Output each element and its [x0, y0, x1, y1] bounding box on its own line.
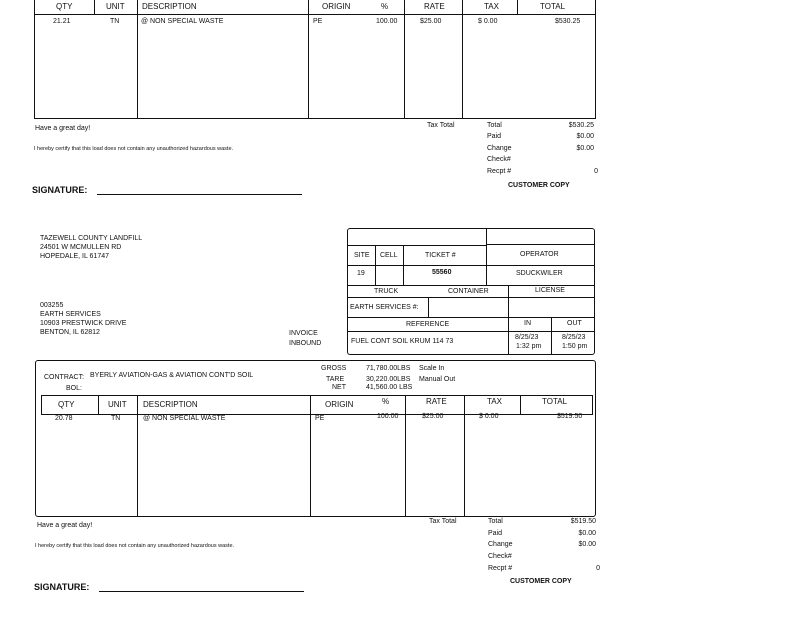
landfill-address-line1: 24501 W MCMULLEN RD: [40, 244, 122, 251]
col-pct: %: [381, 2, 389, 11]
summary-label: Paid: [487, 133, 502, 140]
greeting: Have a great day!: [35, 125, 91, 132]
summary-value: 0: [594, 168, 598, 175]
out-date: 8/25/23: [562, 334, 586, 341]
col-unit: UNIT: [106, 2, 125, 11]
summary-label: Recpt #: [487, 168, 512, 175]
row-unit: TN: [111, 415, 121, 422]
divider: [310, 395, 311, 517]
tare-label: TARE: [326, 376, 345, 383]
divider: [137, 0, 138, 119]
col-origin: ORIGIN: [322, 2, 351, 11]
out-time: 1:50 pm: [562, 343, 588, 350]
row-total: $530.25: [555, 18, 581, 25]
col-origin: ORIGIN: [325, 400, 354, 409]
row-rate: $25.00: [422, 413, 444, 420]
row-origin: PE: [313, 18, 323, 25]
divider: [94, 0, 95, 15]
signature-line: [97, 194, 302, 195]
divider: [347, 331, 508, 332]
divider: [520, 395, 521, 415]
summary-value: $519.50: [570, 518, 596, 525]
customer-name: EARTH SERVICES: [40, 311, 101, 318]
summary-value: $0.00: [578, 541, 596, 548]
in-label: IN: [524, 320, 531, 327]
col-description: DESCRIPTION: [142, 2, 197, 11]
col-tax: TAX: [484, 2, 499, 11]
divider: [405, 395, 406, 517]
row-tax: $ 0.00: [478, 18, 498, 25]
divider: [347, 285, 595, 286]
divider: [375, 245, 376, 285]
divider: [517, 0, 518, 15]
divider: [137, 395, 138, 517]
divider: [308, 0, 309, 119]
inbound-label: INBOUND: [289, 340, 322, 347]
row-pct: 100.00: [377, 413, 399, 420]
divider: [347, 297, 595, 298]
col-rate: RATE: [426, 397, 447, 406]
certification: I hereby certify that this load does not contain any unauthorized hazardous waste.: [34, 146, 234, 152]
gross-note: Scale In: [419, 365, 445, 372]
bol-label: BOL:: [66, 385, 82, 392]
landfill-address-line2: HOPEDALE, IL 61747: [40, 253, 110, 260]
customer-id: 003255: [40, 302, 64, 309]
col-description: DESCRIPTION: [143, 400, 198, 409]
row-description: @ NON SPECIAL WASTE: [143, 415, 226, 422]
license-label: LICENSE: [535, 287, 565, 294]
row-origin: PE: [315, 415, 325, 422]
divider: [486, 244, 595, 245]
divider: [486, 228, 487, 285]
summary-label: Total: [488, 518, 503, 525]
summary-label: Check#: [487, 156, 511, 163]
summary-label: Recpt #: [488, 565, 513, 572]
contract-label: CONTRACT:: [44, 374, 85, 381]
divider: [347, 245, 486, 246]
col-qty: QTY: [58, 400, 75, 409]
tax-total-label: Tax Total: [427, 122, 455, 129]
greeting: Have a great day!: [37, 522, 93, 529]
top-header-rule: [34, 14, 596, 15]
site-value: 19: [357, 270, 365, 277]
reference-value: FUEL CONT SOIL KRUM 114 73: [351, 338, 454, 345]
truck-label: TRUCK: [374, 288, 399, 295]
customer-address-line2: BENTON, IL 62812: [40, 329, 100, 336]
row-total: $519.50: [557, 413, 583, 420]
col-total: TOTAL: [542, 397, 568, 406]
site-label: SITE: [354, 252, 370, 259]
summary-label: Total: [487, 122, 502, 129]
summary-label: Change: [488, 541, 513, 548]
out-label: OUT: [567, 320, 582, 327]
divider: [551, 317, 552, 355]
gross-value: 71,780.00LBS: [366, 365, 411, 372]
row-unit: TN: [110, 18, 120, 25]
summary-label: Check#: [488, 553, 512, 560]
summary-value: 0: [596, 565, 600, 572]
tare-value: 30,220.00LBS: [366, 376, 411, 383]
net-value: 41,560.00 LBS: [366, 384, 413, 391]
divider: [464, 395, 465, 517]
signature-label: SIGNATURE:: [34, 582, 90, 592]
row-qty: 20.78: [55, 415, 73, 422]
truck-value: EARTH SERVICES #:: [350, 304, 419, 311]
operator-value: SDUCKWILER: [516, 270, 563, 277]
in-time: 1:32 pm: [516, 343, 542, 350]
col-unit: UNIT: [108, 400, 127, 409]
contract-value: BYERLY AVIATION-GAS & AVIATION CONT'D SOIL: [90, 372, 254, 379]
net-label: NET: [332, 384, 346, 391]
summary-label: Paid: [488, 530, 503, 537]
divider: [508, 285, 509, 355]
gross-label: GROSS: [321, 365, 347, 372]
signature-label: SIGNATURE:: [32, 185, 88, 195]
divider: [428, 297, 429, 317]
col-qty: QTY: [56, 2, 73, 11]
certification: I hereby certify that this load does not contain any unauthorized hazardous waste.: [35, 543, 235, 549]
summary-value: $0.00: [578, 530, 596, 537]
summary-value: $0.00: [576, 145, 594, 152]
row-description: @ NON SPECIAL WASTE: [141, 18, 224, 25]
divider: [403, 245, 404, 285]
summary-value: $0.00: [576, 133, 594, 140]
tax-total-label: Tax Total: [429, 518, 457, 525]
row-qty: 21.21: [53, 18, 71, 25]
invoice-label: INVOICE: [289, 330, 318, 337]
col-tax: TAX: [487, 397, 502, 406]
summary-value: $530.25: [568, 122, 594, 129]
container-label: CONTAINER: [448, 288, 489, 295]
divider: [347, 317, 595, 318]
customer-copy-label: CUSTOMER COPY: [510, 578, 572, 585]
landfill-name: TAZEWELL COUNTY LANDFILL: [40, 235, 143, 242]
divider: [98, 395, 99, 415]
row-rate: $25.00: [420, 18, 442, 25]
tare-note: Manual Out: [419, 376, 456, 383]
operator-label: OPERATOR: [520, 251, 559, 258]
customer-copy-label: CUSTOMER COPY: [508, 182, 570, 189]
divider: [347, 265, 595, 266]
col-total: TOTAL: [540, 2, 566, 11]
col-pct: %: [382, 397, 390, 406]
signature-line: [99, 591, 304, 592]
customer-address-line1: 10903 PRESTWICK DRIVE: [40, 320, 127, 327]
row-tax: $ 0.00: [479, 413, 499, 420]
row-pct: 100.00: [376, 18, 398, 25]
divider: [404, 0, 405, 119]
reference-label: REFERENCE: [406, 321, 450, 328]
divider: [462, 0, 463, 119]
ticket-label: TICKET #: [425, 252, 456, 259]
bottom-ticket-frame: [35, 360, 596, 517]
divider: [508, 331, 595, 332]
summary-label: Change: [487, 145, 512, 152]
in-date: 8/25/23: [515, 334, 539, 341]
col-rate: RATE: [424, 2, 445, 11]
ticket-number: 55560: [432, 269, 452, 276]
cell-label: CELL: [380, 252, 398, 259]
